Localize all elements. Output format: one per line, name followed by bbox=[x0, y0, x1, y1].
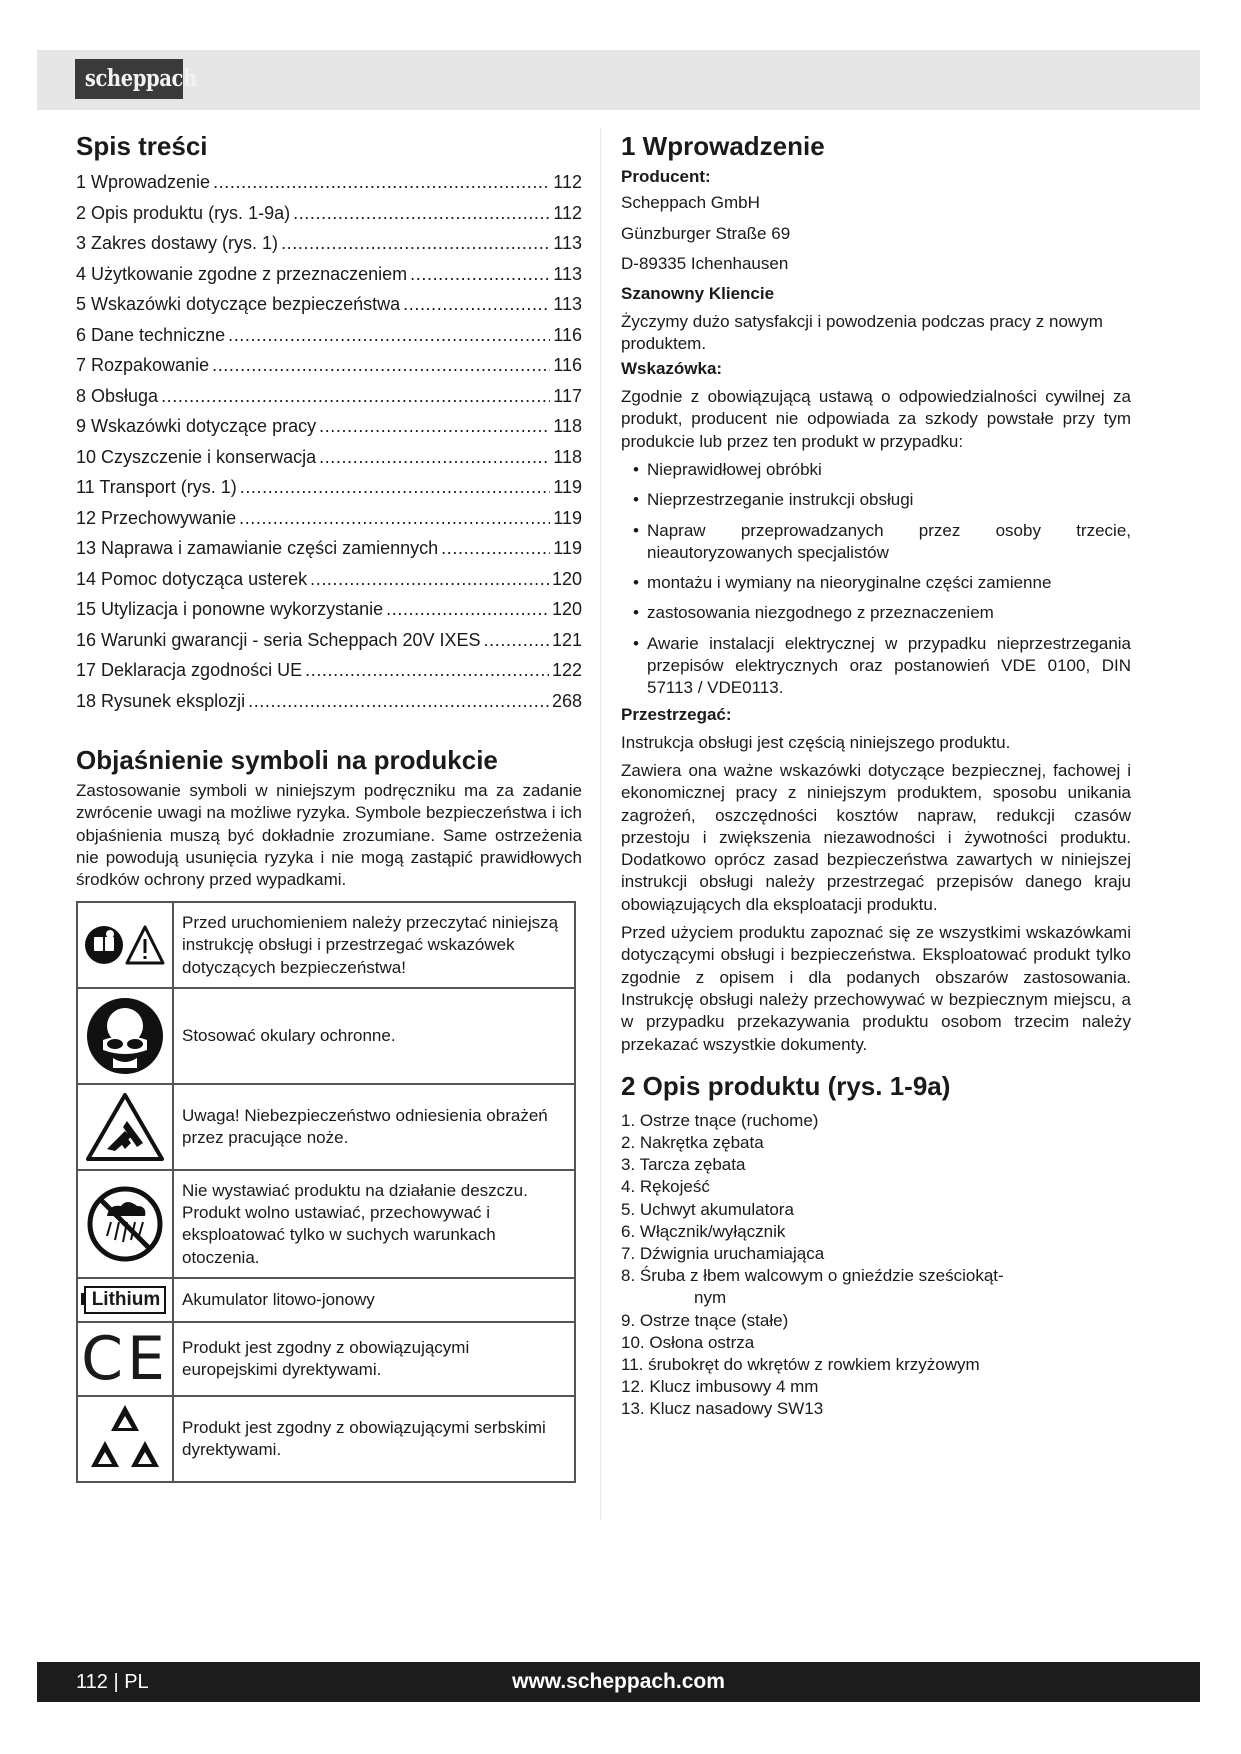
manufacturer-name: Scheppach GmbH bbox=[621, 193, 760, 212]
list-item: 12. Klucz imbusowy 4 mm bbox=[621, 1377, 819, 1397]
toc-leader-dots bbox=[305, 655, 549, 686]
toc-item-label: 6 Dane techniczne bbox=[76, 324, 226, 345]
list-item: 8. Śruba z łbem walcowym o gnieździe sześciokąt- bbox=[621, 1266, 1004, 1286]
list-item: • Nieprzestrzeganie instrukcji obsługi bbox=[621, 489, 1131, 511]
observe-paragraph-3: Przed użyciem produktu zapoznać się ze wszystkimi wskazówkami dotyczącymi obsługi i bezpieczeństwa. Eksploatować produkt tylko zgodnie z opisem i dla podanych obszarów zastosowania. Instrukcję obsługi należy przechowywać w bezpiecznym miejscu, a w przypadku przekazywania produktu osobom trzecim należy przekazać wszystkie dokumenty. bbox=[621, 923, 1131, 1054]
list-item: • montażu i wymiany na nieoryginalne części zamienne bbox=[621, 572, 1131, 594]
column-divider bbox=[600, 128, 601, 1520]
table-of-contents bbox=[76, 167, 582, 716]
greeting-text: Życzymy dużo satysfakcji i powodzenia podczas pracy z nowym produktem. bbox=[621, 311, 1103, 353]
toc-item[interactable] bbox=[76, 442, 582, 473]
toc-item-label: 12 Przechowywanie bbox=[76, 507, 237, 528]
toc-item[interactable] bbox=[76, 655, 582, 686]
toc-title: Spis treści bbox=[76, 131, 208, 161]
toc-leader-dots bbox=[212, 350, 550, 381]
symbol-text: Akumulator litowo-jonowy bbox=[173, 1278, 575, 1322]
symbol-row bbox=[77, 1278, 575, 1322]
list-item: 2. Nakrętka zębata bbox=[621, 1133, 764, 1153]
symbol-row bbox=[77, 1084, 575, 1170]
toc-item-page: 122 bbox=[551, 660, 582, 680]
scheppach-logo: scheppach bbox=[75, 59, 183, 99]
toc-item[interactable] bbox=[76, 503, 582, 534]
liability-list bbox=[621, 459, 1131, 700]
manufacturer-label: Producent: bbox=[621, 167, 711, 186]
safety-goggles-icon bbox=[77, 988, 173, 1084]
symbol-text: Uwaga! Niebezpieczeństwo odniesienia obrażeń przez pracujące noże. bbox=[173, 1084, 575, 1170]
toc-item-page: 118 bbox=[553, 446, 582, 467]
toc-item-label: 10 Czyszczenie i konserwacja bbox=[76, 446, 317, 467]
toc-item[interactable] bbox=[76, 167, 582, 198]
toc-item[interactable] bbox=[76, 411, 582, 442]
toc-item-label: 8 Obsługa bbox=[76, 385, 159, 406]
read-manual-warning-icon bbox=[77, 902, 173, 988]
symbols-table bbox=[76, 901, 576, 1483]
observe-paragraph-2: Zawiera ona ważne wskazówki dotyczące bezpiecznej, fachowej i ekonomicznej pracy z niniejszym produktem, sposobu unikania zagrożeń, oszczędności kosztów napraw, redukcji czasów przestoju i zwiększenia niezawodności i żywotności produktu. Dodatkowo oprócz zasad bezpieczeństwa zawartych w niniejszej instrukcji obsługi należy przestrzegać przepisów danego kraju obowiązujących dla eksploatacji produktu. bbox=[621, 760, 1131, 914]
manufacturer-street: Günzburger Straße 69 bbox=[621, 223, 791, 243]
toc-item[interactable] bbox=[76, 564, 582, 595]
cutting-hazard-warning-icon bbox=[77, 1084, 173, 1170]
observe-label: Przestrzegać: bbox=[621, 704, 732, 724]
list-item: 13. Klucz nasadowy SW13 bbox=[621, 1399, 824, 1419]
list-item: 11. śrubokręt do wkrętów z rowkiem krzyżowym bbox=[621, 1355, 980, 1375]
toc-item[interactable] bbox=[76, 381, 582, 412]
toc-item-page: 119 bbox=[553, 538, 582, 558]
toc-item-page: 113 bbox=[553, 263, 582, 284]
symbol-text: Produkt jest zgodny z obowiązującymi serbskimi dyrektywami. bbox=[173, 1396, 575, 1482]
list-item: 6. Włącznik/wyłącznik bbox=[621, 1221, 786, 1241]
toc-item[interactable] bbox=[76, 594, 582, 625]
footer-bar bbox=[37, 1662, 1200, 1702]
toc-item[interactable] bbox=[76, 533, 582, 564]
symbol-row bbox=[77, 902, 575, 988]
list-item: 7. Dźwignia uruchamiająca bbox=[621, 1244, 825, 1264]
intro-title: 1 Wprowadzenie bbox=[621, 131, 825, 161]
toc-item[interactable] bbox=[76, 350, 582, 381]
toc-item-page: 120 bbox=[551, 599, 582, 619]
toc-item[interactable] bbox=[76, 228, 582, 259]
product-title: 2 Opis produktu (rys. 1-9a) bbox=[621, 1070, 951, 1101]
greeting-label: Szanowny Kliencie bbox=[621, 283, 775, 303]
toc-leader-dots bbox=[240, 472, 551, 503]
symbol-text: Nie wystawiać produktu na działanie deszczu. Produkt wolno ustawiać, przechowywać i eksploatować tylko w suchych warunkach otoczenia. bbox=[173, 1170, 575, 1278]
list-item: 4. Rękojeść bbox=[621, 1177, 710, 1197]
toc-leader-dots bbox=[484, 625, 549, 656]
toc-item-label: 17 Deklaracja zgodności UE bbox=[76, 660, 303, 680]
note-text: Zgodnie z obowiązującą ustawą o odpowiedzialności cywilnej za produkt, producent nie odpowiada za szkody powstałe przy tym produkcie lub przez ten produkt w przypadku: bbox=[621, 387, 1131, 451]
toc-leader-dots bbox=[386, 594, 549, 625]
toc-item-page: 113 bbox=[553, 233, 582, 253]
symbol-row bbox=[77, 1396, 575, 1482]
toc-item[interactable] bbox=[76, 472, 582, 503]
toc-item[interactable] bbox=[76, 259, 582, 290]
right-column bbox=[621, 126, 1131, 1421]
symbols-title: Objaśnienie symboli na produkcie bbox=[76, 745, 498, 775]
page-number: 112 | PL bbox=[76, 1671, 149, 1693]
symbol-row bbox=[77, 1322, 575, 1396]
toc-leader-dots bbox=[248, 686, 549, 717]
toc-item-label: 9 Wskazówki dotyczące pracy bbox=[76, 416, 317, 436]
toc-item-page: 112 bbox=[553, 172, 582, 192]
list-item-continuation: nym bbox=[694, 1288, 727, 1308]
symbol-text: Stosować okulary ochronne. bbox=[173, 988, 575, 1084]
list-item: • zastosowania niezgodnego z przeznaczeniem bbox=[621, 602, 1131, 624]
toc-item-label: 14 Pomoc dotycząca usterek bbox=[76, 568, 308, 589]
no-rain-icon bbox=[77, 1170, 173, 1278]
toc-item-label: 7 Rozpakowanie bbox=[76, 355, 210, 375]
observe-paragraph-1: Instrukcja obsługi jest częścią niniejszego produktu. bbox=[621, 732, 1011, 752]
left-column bbox=[76, 126, 582, 1483]
toc-item-label: 11 Transport (rys. 1) bbox=[76, 477, 237, 497]
manufacturer-city: D-89335 Ichenhausen bbox=[621, 254, 789, 273]
note-label: Wskazówka: bbox=[621, 359, 723, 379]
toc-leader-dots bbox=[319, 442, 550, 473]
toc-item[interactable] bbox=[76, 289, 582, 320]
toc-item-page: 116 bbox=[553, 355, 582, 375]
toc-item-page: 116 bbox=[553, 324, 582, 345]
symbol-row bbox=[77, 1170, 575, 1278]
parts-list bbox=[621, 1110, 1131, 1421]
toc-item-label: 5 Wskazówki dotyczące bezpieczeństwa bbox=[76, 294, 401, 314]
toc-item-page: 119 bbox=[553, 477, 582, 497]
toc-item-label: 4 Użytkowanie zgodne z przeznaczeniem bbox=[76, 263, 408, 284]
symbol-text: Produkt jest zgodny z obowiązującymi europejskimi dyrektywami. bbox=[173, 1322, 575, 1396]
lithium-icon: Lithium bbox=[77, 1278, 173, 1322]
list-item: • Napraw przeprowadzanych przez osoby trzecie, nieautoryzowanych specjalistów bbox=[621, 520, 1131, 565]
website-link[interactable]: www.scheppach.com bbox=[512, 1670, 725, 1693]
toc-item-label: 13 Naprawa i zamawianie części zamiennych bbox=[76, 538, 439, 558]
toc-item-page: 113 bbox=[553, 294, 582, 314]
list-item: 1. Ostrze tnące (ruchome) bbox=[621, 1110, 819, 1130]
header-bar bbox=[37, 50, 1200, 110]
toc-item-label: 2 Opis produktu (rys. 1-9a) bbox=[76, 202, 291, 223]
toc-leader-dots bbox=[228, 320, 550, 351]
toc-item[interactable] bbox=[76, 686, 582, 717]
toc-item-page: 119 bbox=[553, 507, 582, 528]
serbian-conformity-icon bbox=[77, 1396, 173, 1482]
toc-leader-dots bbox=[410, 259, 550, 290]
list-item: 5. Uchwyt akumulatora bbox=[621, 1199, 794, 1219]
toc-leader-dots bbox=[213, 167, 550, 198]
toc-item[interactable] bbox=[76, 320, 582, 351]
list-item: • Nieprawidłowej obróbki bbox=[621, 459, 1131, 481]
toc-leader-dots bbox=[319, 411, 550, 442]
symbol-row bbox=[77, 988, 575, 1084]
toc-item[interactable] bbox=[76, 198, 582, 229]
toc-item[interactable] bbox=[76, 625, 582, 656]
toc-item-page: 118 bbox=[553, 416, 582, 436]
toc-leader-dots bbox=[293, 198, 550, 229]
toc-item-label: 3 Zakres dostawy (rys. 1) bbox=[76, 233, 279, 253]
list-item: 9. Ostrze tnące (stałe) bbox=[621, 1310, 789, 1330]
toc-leader-dots bbox=[441, 533, 550, 564]
toc-leader-dots bbox=[161, 381, 550, 412]
toc-item-label: 18 Rysunek eksplozji bbox=[76, 690, 246, 711]
ce-mark-icon: CE bbox=[77, 1322, 173, 1396]
toc-item-label: 15 Utylizacja i ponowne wykorzystanie bbox=[76, 599, 384, 619]
toc-item-page: 268 bbox=[551, 690, 582, 711]
toc-item-label: 16 Warunki gwarancji - seria Scheppach 20V IXES bbox=[76, 629, 481, 650]
toc-item-page: 117 bbox=[553, 385, 582, 406]
toc-item-page: 120 bbox=[551, 568, 582, 589]
list-item: • Awarie instalacji elektrycznej w przypadku nieprzestrzegania przepisów elektrycznych oraz postanowień VDE 0100, DIN 57113 / VDE0113. bbox=[621, 633, 1131, 700]
list-item: 10. Osłona ostrza bbox=[621, 1332, 755, 1352]
toc-item-page: 121 bbox=[551, 629, 582, 650]
toc-leader-dots bbox=[239, 503, 550, 534]
symbols-intro: Zastosowanie symboli w niniejszym podręczniku ma za zadanie zwrócenie uwagi na możliwe ryzyka. Symbole bezpieczeństwa i ich objaśnienia muszą być dokładnie zrozumiane. Same ostrzeżenia nie powodują usunięcia ryzyka i nie mogą zastąpić prawidłowych środków ochrony przed wypadkami. bbox=[76, 781, 582, 890]
list-item: 3. Tarcza zębata bbox=[621, 1155, 746, 1175]
symbol-text: Przed uruchomieniem należy przeczytać niniejszą instrukcję obsługi i przestrzegać wskazówek dotyczących bezpieczeństwa! bbox=[173, 902, 575, 988]
toc-item-page: 112 bbox=[553, 202, 582, 223]
toc-item-label: 1 Wprowadzenie bbox=[76, 172, 211, 192]
toc-leader-dots bbox=[403, 289, 550, 320]
toc-leader-dots bbox=[310, 564, 549, 595]
toc-leader-dots bbox=[281, 228, 550, 259]
